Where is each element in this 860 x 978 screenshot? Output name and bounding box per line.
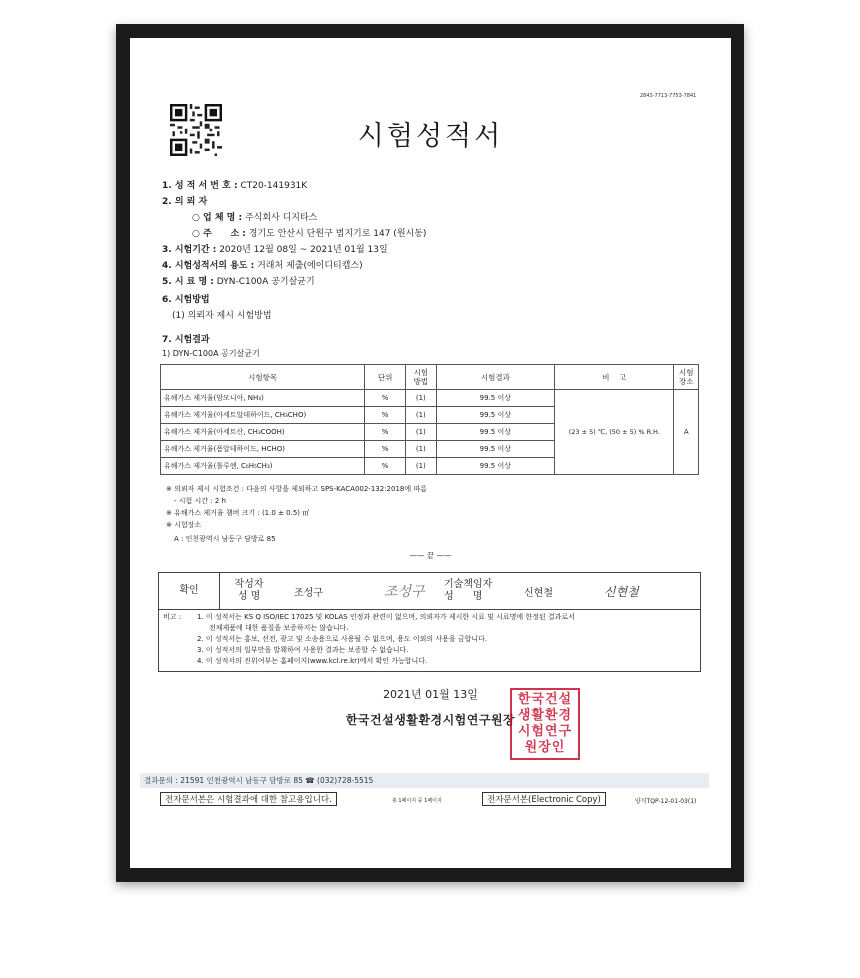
report-number-line <box>162 178 307 191</box>
row-item: 유해가스 제거율(폼알데하이드, HCHO) <box>161 441 365 458</box>
remarks-box <box>158 609 701 672</box>
company-value: 주식회사 디지타스 <box>244 213 318 223</box>
purpose-label: 4. 시험성적서의 용도 : <box>162 261 255 271</box>
test-period-value: 2020년 12월 08일 ~ 2021년 01월 13일 <box>219 245 388 255</box>
row-unit: % <box>365 407 406 424</box>
table-row <box>161 390 699 407</box>
client-heading: 2. 의 뢰 자 <box>162 197 208 207</box>
remark-line-1b: 전체제품에 대한 품질을 보증하지는 않습니다. <box>209 624 349 632</box>
row-method: (1) <box>406 407 437 424</box>
report-number-label: 1. 성 적 서 번 호 : <box>162 181 238 191</box>
row-item: 유해가스 제거율(아세트알데하이드, CH₃CHO) <box>161 407 365 424</box>
remark-line-4: 4. 이 성적서의 진위여부는 홈페이지(www.kcl.re.kr)에서 확인 가능합니다. <box>197 657 428 665</box>
address-label: ○ 주 소 : <box>192 229 246 239</box>
confirmation-box <box>158 572 701 610</box>
page-title: 시험성적서 <box>357 121 504 152</box>
address-value: 경기도 안산시 단원구 범지기로 147 (원시동) <box>248 229 427 239</box>
page-count: 총 1페이지 중 1페이지 <box>392 798 442 804</box>
test-report-page <box>130 38 731 868</box>
remark-line-3: 3. 이 성적서의 일부만을 발췌하여 사용한 결과는 보증할 수 없습니다. <box>197 646 409 654</box>
row-result: 99.5 이상 <box>436 424 554 441</box>
purpose-value: 거래처 제출(에이디티캡스) <box>257 261 363 271</box>
document-number: 2843-7713-7753-7841 <box>640 93 697 99</box>
test-period-label: 3. 시험기간 : <box>162 245 217 255</box>
tech-name: 신현철 <box>524 587 553 599</box>
row-item: 유해가스 제거율(톨루엔, C₆H₅CH₃) <box>161 458 365 475</box>
writer-signature: 조성구 <box>384 584 425 600</box>
remark-line-2: 2. 이 성적서는 홍보, 선전, 광고 및 소송용으로 사용될 수 없으며, 용도 이외의 사용을 금합니다. <box>197 635 488 643</box>
report-number-value: CT20-141931K <box>240 181 308 191</box>
institute-name: 한국건설생활환경시험연구원장 <box>345 713 516 727</box>
row-method: (1) <box>406 390 437 407</box>
remark-cell: (23 ± 5) ℃, (50 ± 5) % R.H. <box>555 390 674 475</box>
tech-label: 기술책임자 성 명 <box>444 579 493 602</box>
method-value: (1) 의뢰자 제시 시험방법 <box>172 311 272 321</box>
results-heading: 7. 시험결과 <box>162 335 210 345</box>
row-method: (1) <box>406 424 437 441</box>
col-header-unit: 단위 <box>365 365 406 390</box>
note-time: - 시험 시간 : 2 h <box>174 497 226 505</box>
tech-signature: 신현철 <box>604 584 639 599</box>
seal-text: 한국건설생활환경시험연구원장인 <box>517 692 573 755</box>
note-place-value: A : 인천광역시 남동구 담방로 85 <box>174 535 276 543</box>
note-place-heading: ※ 시험장소 <box>166 521 202 529</box>
address-line <box>192 226 426 239</box>
electronic-copy-label: 전자문서본(Electronic Copy) <box>482 792 606 806</box>
row-item: 유해가스 제거율(암모니아, NH₃) <box>161 390 365 407</box>
results-table <box>160 364 699 475</box>
sample-label: 5. 시 료 명 : <box>162 277 214 287</box>
test-period-line <box>162 242 388 255</box>
col-header-item: 시험항목 <box>161 365 365 390</box>
place-cell: A <box>674 390 699 475</box>
issue-date: 2021년 01월 13일 <box>383 688 478 701</box>
row-result: 99.5 이상 <box>436 458 554 475</box>
writer-label: 작성자 성 명 <box>234 579 264 602</box>
contact-bar: 결과문의 : 21591 인천광역시 남동구 담방로 85 ☎ (032)728-5515 <box>140 773 709 788</box>
row-result: 99.5 이상 <box>436 407 554 424</box>
note-condition: ※ 의뢰자 제시 시험조건 : 다음의 사항을 제외하고 SPS-KACA002-132:2018에 따름 <box>166 485 427 493</box>
row-result: 99.5 이상 <box>436 390 554 407</box>
row-unit: % <box>365 458 406 475</box>
confirm-label: 확인 <box>159 573 220 609</box>
row-unit: % <box>365 390 406 407</box>
col-header-place: 시험 장소 <box>674 365 699 390</box>
reference-notice: 전자문서본은 시험결과에 대한 참고용입니다. <box>160 792 337 806</box>
remark-line-1: 1. 이 성적서는 KS Q ISO/IEC 17025 및 KOLAS 인정과 관련이 없으며, 의뢰자가 제시한 시료 및 시료명에 한정된 결과로서 <box>197 613 575 621</box>
sample-line <box>162 274 315 287</box>
row-method: (1) <box>406 458 437 475</box>
form-code: 양식TQP-12-01-03(1) <box>635 798 697 805</box>
end-mark: —— 끝 —— <box>409 551 452 560</box>
remarks-label: 비고 : <box>163 613 182 621</box>
company-label: ○ 업 체 명 : <box>192 213 243 223</box>
note-chamber: ※ 유해가스 제거율 챔버 크기 : (1.0 ± 0.5) ㎥ <box>166 509 310 517</box>
results-sample: 1) DYN-C100A 공기살균기 <box>162 349 260 358</box>
company-line <box>192 210 317 223</box>
purpose-line <box>162 258 363 271</box>
row-method: (1) <box>406 441 437 458</box>
row-item: 유해가스 제거율(아세트산, CH₃COOH) <box>161 424 365 441</box>
table-header-row <box>161 365 699 390</box>
method-heading: 6. 시험방법 <box>162 295 210 305</box>
row-unit: % <box>365 441 406 458</box>
row-unit: % <box>365 424 406 441</box>
writer-name: 조성구 <box>294 587 323 599</box>
sample-value: DYN-C100A 공기살균기 <box>216 277 315 287</box>
col-header-method: 시험 방법 <box>406 365 437 390</box>
official-seal-icon <box>510 688 580 760</box>
col-header-result: 시험결과 <box>436 365 554 390</box>
col-header-remark: 비 고 <box>555 365 674 390</box>
row-result: 99.5 이상 <box>436 441 554 458</box>
